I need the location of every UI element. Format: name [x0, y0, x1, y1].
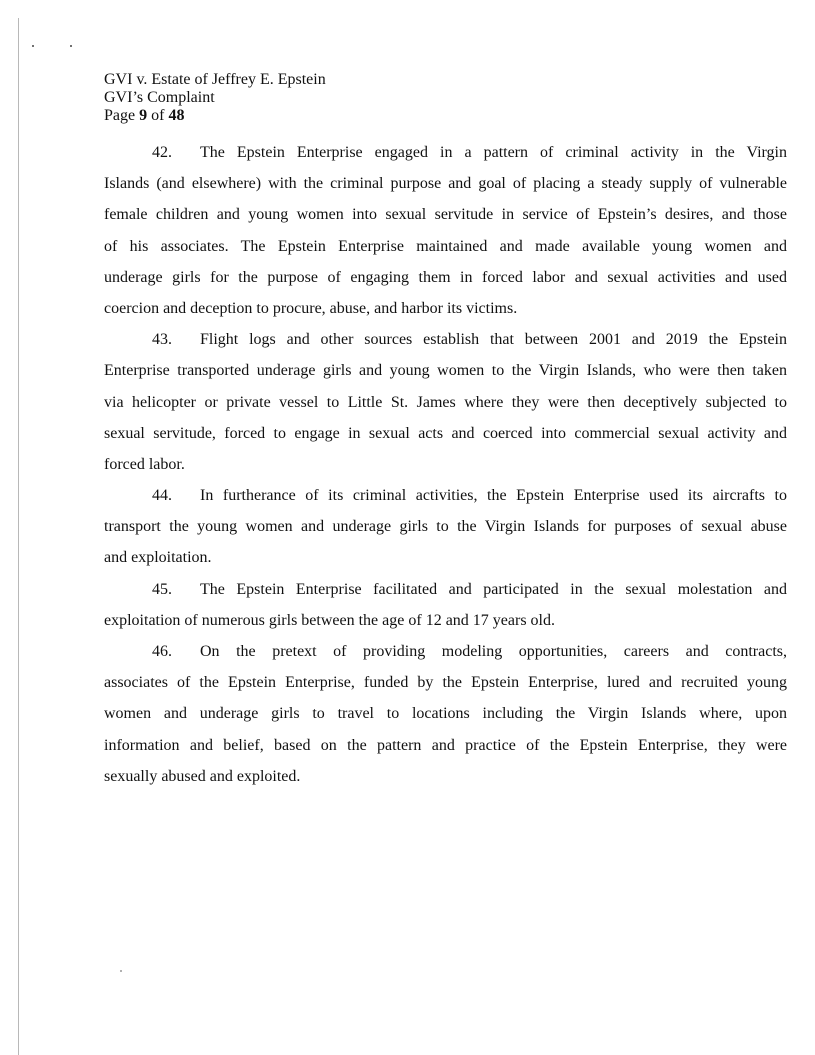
text-line	[104, 574, 787, 605]
paragraph-text: The Epstein Enterprise facilitated and participated in the sexual molestation and	[200, 580, 787, 598]
paragraph-text: Flight logs and other sources establish that between 2001 and 2019 the Epstein	[200, 331, 787, 349]
text-line	[104, 418, 787, 449]
paragraph-46	[104, 636, 787, 792]
text-line	[104, 449, 787, 480]
paragraph-text: coercion and deception to procure, abuse, and harbor its victims.	[104, 299, 518, 317]
text-line	[104, 480, 787, 511]
paragraph-text: of his associates. The Epstein Enterprise maintained and made available young women and	[104, 237, 787, 255]
text-line	[104, 605, 787, 636]
text-line	[104, 698, 787, 729]
paragraph-text: sexually abused and exploited.	[104, 767, 301, 785]
text-line	[104, 355, 787, 386]
paragraph-text: underage girls for the purpose of engaging them in forced labor and sexual activities and used	[104, 268, 787, 286]
text-line	[104, 199, 787, 230]
text-line	[104, 511, 787, 542]
paragraph-number: 44.	[152, 487, 172, 505]
document-body	[104, 137, 787, 792]
paragraph-45	[104, 574, 787, 636]
of-label: of	[151, 107, 165, 124]
paragraph-number: 45.	[152, 580, 172, 598]
text-line	[104, 262, 787, 293]
paragraph-text: female children and young women into sexual servitude in service of Epstein’s desires, and those	[104, 206, 787, 224]
text-line	[104, 324, 787, 355]
text-line	[104, 137, 787, 168]
scan-speck	[32, 45, 34, 47]
text-line	[104, 730, 787, 761]
paragraph-44	[104, 480, 787, 574]
paragraph-text: transport the young women and underage girls to the Virgin Islands for purposes of sexual abuse	[104, 518, 787, 536]
case-title: GVI v. Estate of Jeffrey E. Epstein	[104, 71, 326, 88]
page-total: 48	[168, 107, 185, 124]
page-indicator	[104, 107, 326, 125]
scan-speck	[70, 45, 72, 47]
page-label: Page	[104, 107, 136, 124]
paragraph-number: 46.	[152, 643, 172, 660]
text-line	[104, 168, 787, 199]
text-line	[104, 231, 787, 262]
text-line	[104, 387, 787, 418]
document-title: GVI’s Complaint	[104, 89, 215, 106]
page-header	[104, 71, 326, 125]
text-line	[104, 293, 787, 324]
text-line	[104, 667, 787, 698]
paragraph-text: via helicopter or private vessel to Little St. James where they were then deceptively subjected to	[104, 393, 787, 411]
paragraph-text: women and underage girls to travel to locations including the Virgin Islands where, upon	[104, 705, 787, 723]
paragraph-text: associates of the Epstein Enterprise, funded by the Epstein Enterprise, lured and recruited young	[104, 674, 787, 692]
paragraph-number: 42.	[152, 144, 172, 161]
paragraph-number: 43.	[152, 331, 172, 349]
paragraph-text: and exploitation.	[104, 549, 212, 567]
paragraph-text: exploitation of numerous girls between the age of 12 and 17 years old.	[104, 611, 555, 629]
scan-margin-line	[18, 18, 19, 1055]
text-line	[104, 542, 787, 573]
page-number: 9	[139, 107, 148, 124]
paragraph-text: On the pretext of providing modeling opportunities, careers and contracts,	[200, 643, 787, 660]
paragraph-text: In furtherance of its criminal activities, the Epstein Enterprise used its aircrafts to	[200, 487, 787, 505]
text-line	[104, 761, 787, 792]
paragraph-43	[104, 324, 787, 480]
paragraph-text: Enterprise transported underage girls and young women to the Virgin Islands, who were then taken	[104, 362, 787, 380]
paragraph-text: sexual servitude, forced to engage in sexual acts and coerced into commercial sexual activity and	[104, 424, 787, 442]
text-line	[104, 636, 787, 667]
paragraph-42	[104, 137, 787, 324]
scan-speck	[120, 970, 122, 972]
paragraph-text: The Epstein Enterprise engaged in a pattern of criminal activity in the Virgin	[200, 144, 787, 161]
paragraph-text: forced labor.	[104, 455, 185, 473]
paragraph-text: Islands (and elsewhere) with the criminal purpose and goal of placing a steady supply of vulnerable	[104, 175, 787, 193]
paragraph-text: information and belief, based on the pattern and practice of the Epstein Enterprise, they were	[104, 736, 787, 754]
